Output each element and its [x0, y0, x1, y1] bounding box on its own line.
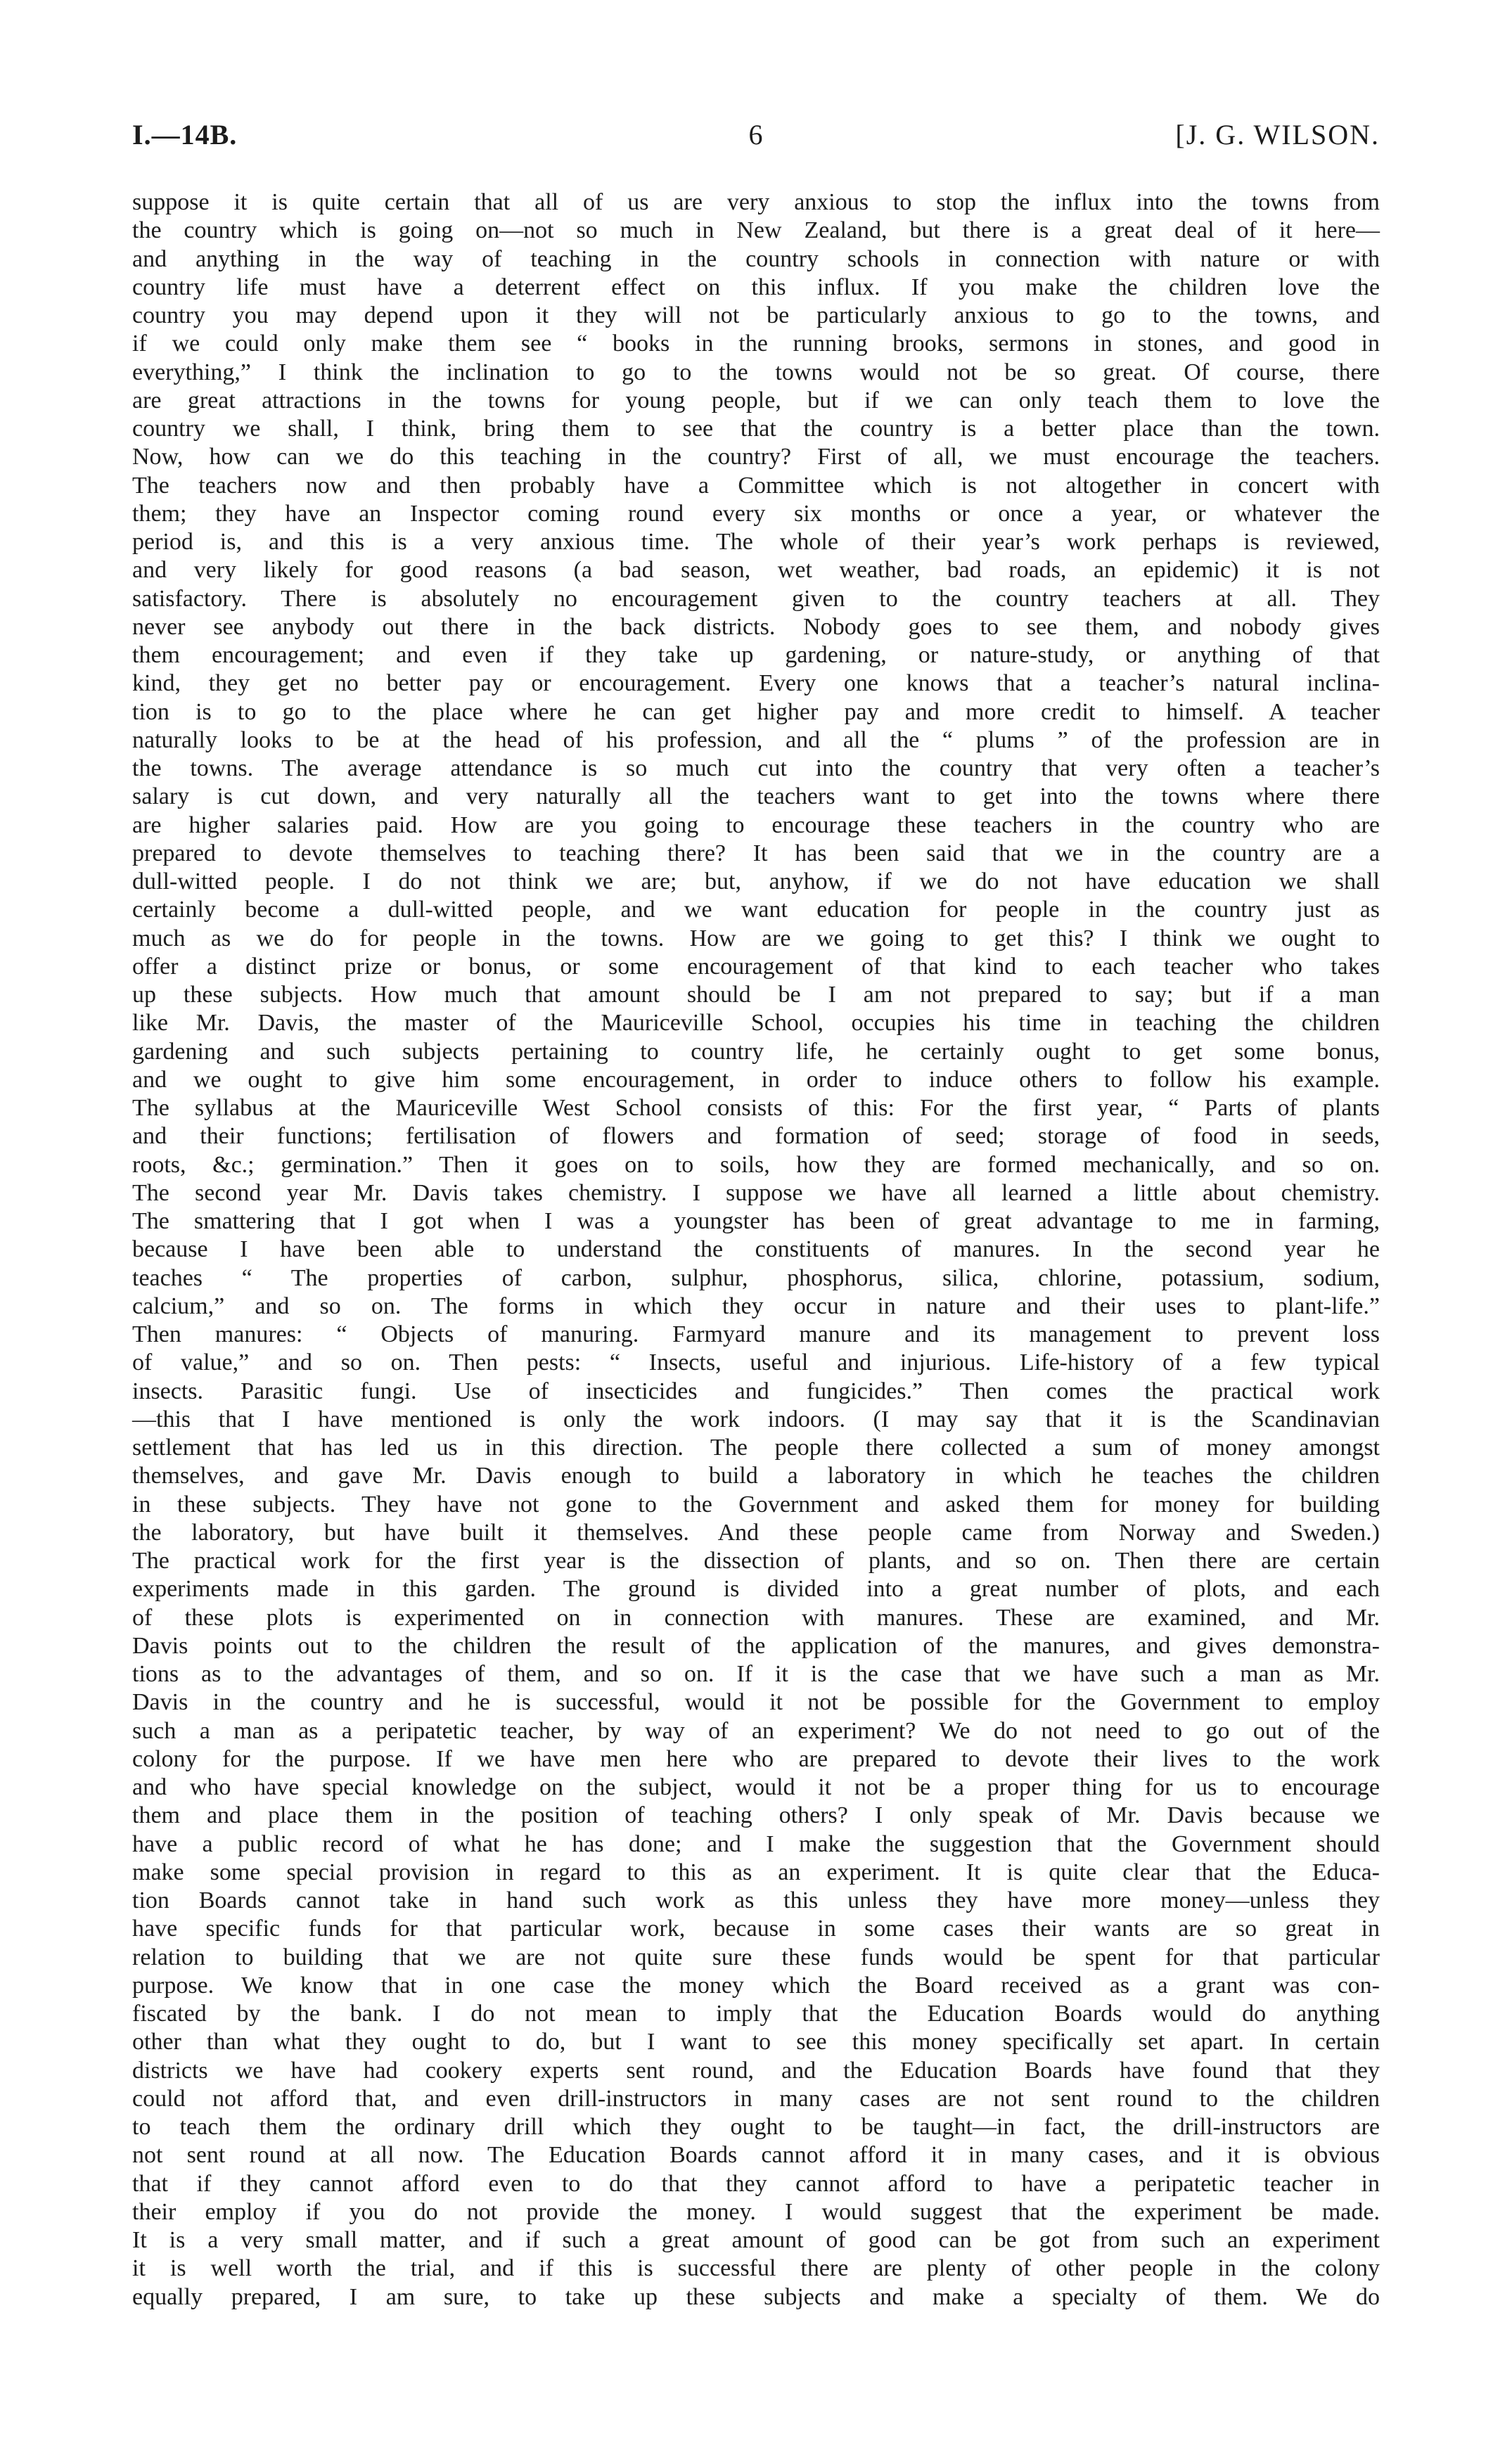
text-line: if we could only make them see “ books in the running brooks, sermons in stones, and good in [132, 331, 1380, 357]
text-line: because I have been able to understand the constituents of manures. In the second year he [132, 1236, 1380, 1263]
text-line: and we ought to give him some encouragement, in order to induce others to follow his example. [132, 1066, 1380, 1093]
text-line: gardening and such subjects pertaining to country life, he certainly ought to get some bonus, [132, 1038, 1380, 1065]
text-line: tion Boards cannot take in hand such work as this unless they have more money—unless they [132, 1887, 1380, 1913]
text-line: the laboratory, but have built it themselves. And these people came from Norway and Sweden.) [132, 1519, 1380, 1546]
text-line: certainly become a dull-witted people, and we want education for people in the country just as [132, 897, 1380, 923]
text-line: offer a distinct prize or bonus, or some encouragement of that kind to each teacher who takes [132, 953, 1380, 980]
text-line: and very likely for good reasons (a bad season, wet weather, bad roads, an epidemic) it is not [132, 557, 1380, 584]
text-line: other than what they ought to do, but I want to see this money specifically set apart. In certain [132, 2029, 1380, 2055]
text-line: that if they cannot afford even to do that they cannot afford to have a peripatetic teacher in [132, 2170, 1380, 2197]
text-line: naturally looks to be at the head of his profession, and all the “ plums ” of the profession are in [132, 726, 1380, 753]
text-line: suppose it is quite certain that all of us are very anxious to stop the influx into the towns from [132, 189, 1380, 215]
speaker-name: [J. G. WILSON. [1175, 119, 1380, 150]
text-line: country we shall, I think, bring them to see that the country is a better place than the town. [132, 416, 1380, 442]
text-line: up these subjects. How much that amount should be I am not prepared to say; but if a man [132, 982, 1380, 1008]
text-line: The syllabus at the Mauriceville West School consists of this: For the first year, “ Parts of plants [132, 1095, 1380, 1121]
text-line: tions as to the advantages of them, and so on. If it is the case that we have such a man as Mr. [132, 1661, 1380, 1687]
text-line: never see anybody out there in the back districts. Nobody goes to see them, and nobody gives [132, 613, 1380, 640]
page-number: 6 [748, 119, 764, 150]
text-line: Davis in the country and he is successful, would it not be possible for the Government to employ [132, 1689, 1380, 1716]
text-line: are great attractions in the towns for young people, but if we can only teach them to love the [132, 387, 1380, 413]
text-line: them and place them in the position of teaching others? I only speak of Mr. Davis because we [132, 1802, 1380, 1829]
text-line: to teach them the ordinary drill which they ought to be taught—in fact, the drill-instructors are [132, 2114, 1380, 2140]
text-line: have specific funds for that particular work, because in some cases their wants are so great in [132, 1916, 1380, 1942]
text-line: make some special provision in regard to this as an experiment. It is quite clear that the Educa- [132, 1859, 1380, 1885]
paper-reference: I.—14B. [132, 119, 238, 150]
text-line: the towns. The average attendance is so much cut into the country that very often a teacher’s [132, 755, 1380, 781]
text-line: them encouragement; and even if they take up gardening, or nature-study, or anything of that [132, 642, 1380, 668]
text-line: and anything in the way of teaching in the country schools in connection with nature or with [132, 245, 1380, 272]
text-line: their employ if you do not provide the money. I would suggest that the experiment be made. [132, 2198, 1380, 2225]
text-line: and who have special knowledge on the subject, would it not be a proper thing for us to encourage [132, 1774, 1380, 1800]
text-line: roots, &c.; germination.” Then it goes on to soils, how they are formed mechanically, and so on. [132, 1151, 1380, 1178]
text-line: Now, how can we do this teaching in the country? First of all, we must encourage the teachers. [132, 444, 1380, 470]
text-line: settlement that has led us in this direction. The people there collected a sum of money amongst [132, 1435, 1380, 1461]
text-line: have a public record of what he has done; and I make the suggestion that the Government should [132, 1830, 1380, 1857]
text-line: The second year Mr. Davis takes chemistry. I suppose we have all learned a little about chemistry. [132, 1179, 1380, 1206]
text-line: —this that I have mentioned is only the work indoors. (I may say that it is the Scandinavian [132, 1406, 1380, 1432]
text-line: of these plots is experimented on in connection with manures. These are examined, and Mr. [132, 1604, 1380, 1631]
text-line: The practical work for the first year is the dissection of plants, and so on. Then there are certain [132, 1548, 1380, 1574]
text-line: country life must have a deterrent effect on this influx. If you make the children love the [132, 274, 1380, 300]
text-line: calcium,” and so on. The forms in which they occur in nature and their uses to plant-life.” [132, 1293, 1380, 1319]
text-line: equally prepared, I am sure, to take up these subjects and make a specialty of them. We do [132, 2283, 1380, 2310]
text-line: purpose. We know that in one case the money which the Board received as a grant was con- [132, 1972, 1380, 1999]
text-line: The teachers now and then probably have a Committee which is not altogether in concert with [132, 472, 1380, 499]
text-line: much as we do for people in the towns. How are we going to get this? I think we ought to [132, 925, 1380, 951]
text-line: themselves, and gave Mr. Davis enough to build a laboratory in which he teaches the children [132, 1463, 1380, 1489]
text-line: dull-witted people. I do not think we are; but, anyhow, if we do not have education we shall [132, 868, 1380, 894]
running-header [132, 118, 1380, 160]
text-line: period is, and this is a very anxious time. The whole of their year’s work perhaps is reviewed, [132, 529, 1380, 555]
text-line: insects. Parasitic fungi. Use of insecticides and fungicides.” Then comes the practical work [132, 1378, 1380, 1404]
text-line: The smattering that I got when I was a youngster has been of great advantage to me in farming, [132, 1208, 1380, 1234]
text-line: fiscated by the bank. I do not mean to imply that the Education Boards would do anything [132, 2001, 1380, 2027]
text-line: like Mr. Davis, the master of the Mauriceville School, occupies his time in teaching the children [132, 1010, 1380, 1037]
text-line: it is well worth the trial, and if this is successful there are plenty of other people in the colony [132, 2255, 1380, 2282]
text-line: satisfactory. There is absolutely no encouragement given to the country teachers at all. They [132, 585, 1380, 612]
text-line: kind, they get no better pay or encouragement. Every one knows that a teacher’s natural inclina- [132, 670, 1380, 697]
text-line: colony for the purpose. If we have men here who are prepared to devote their lives to the work [132, 1745, 1380, 1772]
text-line: relation to building that we are not quite sure these funds would be spent for that particular [132, 1944, 1380, 1970]
text-line: such a man as a peripatetic teacher, by way of an experiment? We do not need to go out of the [132, 1717, 1380, 1744]
text-line: Davis points out to the children the result of the application of the manures, and gives demonstra- [132, 1632, 1380, 1659]
text-line: the country which is going on—not so much in New Zealand, but there is a great deal of it here— [132, 217, 1380, 244]
text-line: in these subjects. They have not gone to the Government and asked them for money for building [132, 1491, 1380, 1518]
text-line: It is a very small matter, and if such a great amount of good can be got from such an experiment [132, 2227, 1380, 2253]
text-line: of value,” and so on. Then pests: “ Insects, useful and injurious. Life-history of a few typical [132, 1349, 1380, 1376]
text-line: teaches “ The properties of carbon, sulphur, phosphorus, silica, chlorine, potassium, sodium, [132, 1264, 1380, 1291]
text-line: Then manures: “ Objects of manuring. Farmyard manure and its management to prevent loss [132, 1321, 1380, 1347]
text-line: them; they have an Inspector coming round every six months or once a year, or whatever the [132, 500, 1380, 527]
text-line: not sent round at all now. The Education Boards cannot afford it in many cases, and it is obvious [132, 2142, 1380, 2169]
text-line: districts we have had cookery experts sent round, and the Education Boards have found that they [132, 2057, 1380, 2084]
text-line: salary is cut down, and very naturally all the teachers want to get into the towns where there [132, 783, 1380, 810]
text-line: could not afford that, and even drill-instructors in many cases are not sent round to the children [132, 2085, 1380, 2112]
text-line: country you may depend upon it they will not be particularly anxious to go to the towns, and [132, 302, 1380, 328]
body-paragraph [132, 188, 1380, 2311]
text-line: and their functions; fertilisation of flowers and formation of seed; storage of food in seeds, [132, 1123, 1380, 1150]
text-line: everything,” I think the inclination to go to the towns would not be so great. Of course, there [132, 359, 1380, 385]
text-line: prepared to devote themselves to teaching there? It has been said that we in the country are a [132, 840, 1380, 866]
text-line: experiments made in this garden. The ground is divided into a great number of plots, and each [132, 1576, 1380, 1603]
text-line: tion is to go to the place where he can get higher pay and more credit to himself. A teacher [132, 698, 1380, 725]
text-line: are higher salaries paid. How are you going to encourage these teachers in the country who are [132, 812, 1380, 838]
